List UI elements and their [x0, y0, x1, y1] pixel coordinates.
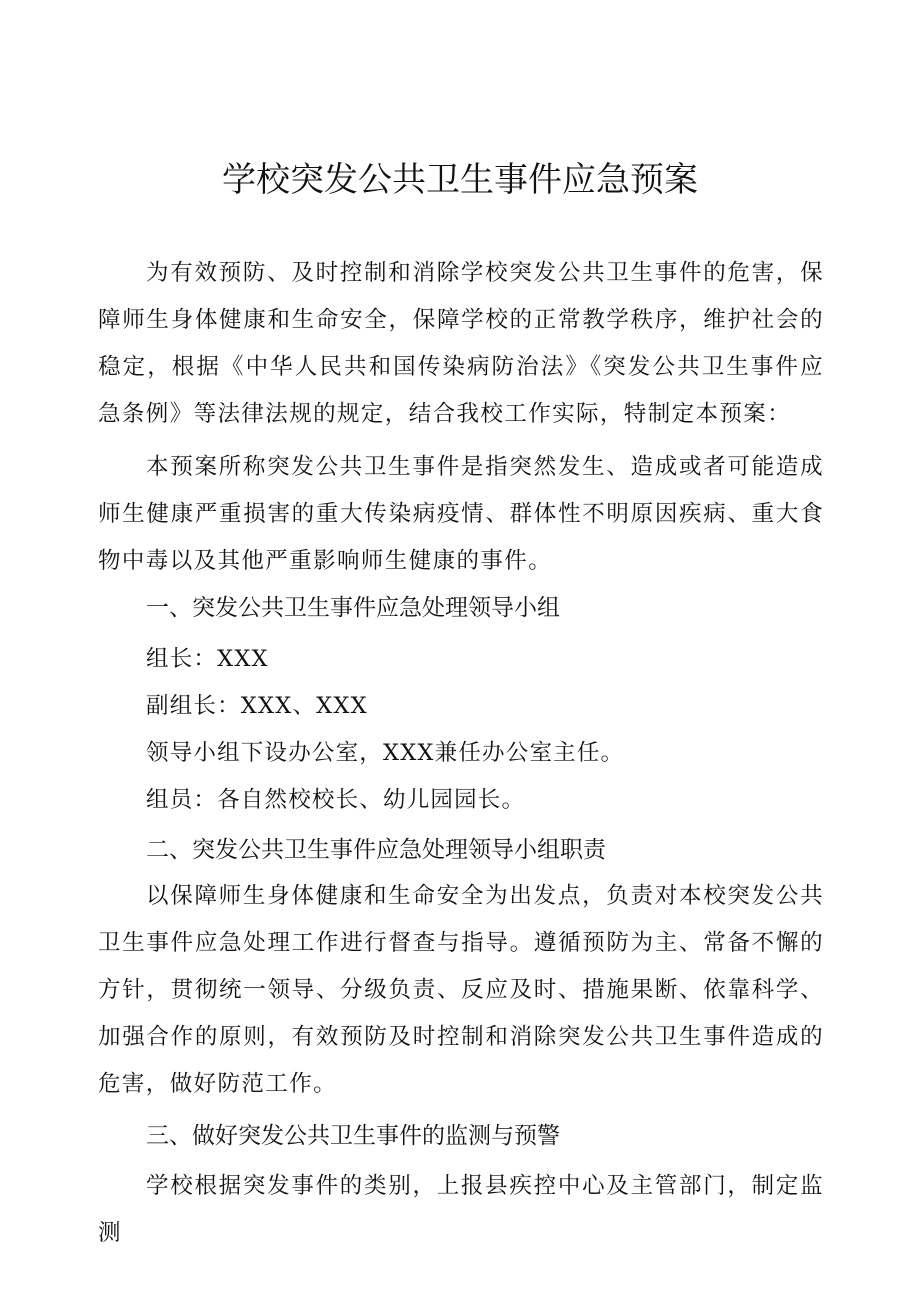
section-2-heading: 二、突发公共卫生事件应急处理领导小组职责: [146, 837, 606, 863]
section-3-paragraph: 学校根据突发事件的类别，上报县疾控中心及主管部门，制定监测: [98, 1173, 824, 1246]
section-2-paragraph: 以保障师生身体健康和生命安全为出发点，负责对本校突发公共卫生事件应急处理工作进行督查与指导。遵循预防为主、常备不懈的方针，贯彻统一领导、分级负责、反应及时、措施果断、依靠科学、加强合作的原则，有效预防及时控制和消除突发公共卫生事件造成的危害，做好防范工作。: [98, 883, 824, 1097]
deputy-leader-line: 副组长：XXX、XXX: [146, 693, 368, 719]
section-3-heading: 三、做好突发公共卫生事件的监测与预警: [146, 1123, 560, 1149]
section-1-heading: 一、突发公共卫生事件应急处理领导小组: [146, 595, 560, 621]
intro-paragraph: 为有效预防、及时控制和消除学校突发公共卫生事件的危害，保障师生身体健康和生命安全，保障学校的正常教学秩序，维护社会的稳定，根据《中华人民共和国传染病防治法》《突发公共卫生事件应急条例》等法律法规的规定，结合我校工作实际，特制定本预案：: [98, 260, 824, 427]
definition-paragraph: 本预案所称突发公共卫生事件是指突然发生、造成或者可能造成师生健康严重损害的重大传染病疫情、群体性不明原因疾病、重大食物中毒以及其他严重影响师生健康的事件。: [98, 454, 824, 574]
leader-line: 组长：XXX: [146, 646, 269, 672]
document-title: 学校突发公共卫生事件应急预案: [222, 160, 698, 200]
members-line: 组员：各自然校校长、幼儿园园长。: [146, 787, 526, 813]
office-line: 领导小组下设办公室，XXX兼任办公室主任。: [146, 740, 625, 766]
